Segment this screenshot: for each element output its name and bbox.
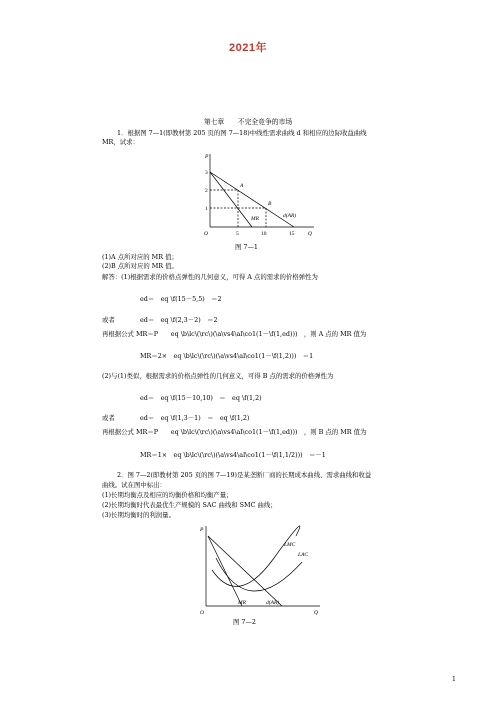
q1-formula2: 再根据公式 MR＝P eq \b\lc\(\rc\)(\a\vs4\al\co1(1－\f(1,ed))) ，则 B 点的 MR 值为 <box>102 428 367 436</box>
fig1-demand-label: d(AR) <box>283 213 297 219</box>
fig2-origin-label: O <box>200 610 204 616</box>
chapter-title: 第七章 不完全竞争的市场 <box>203 118 293 126</box>
q2-sub2: (2)长期均衡时代表最优生产规模的 SAC 曲线和 SMC 曲线； <box>102 501 277 509</box>
fig1-mr-label: MR <box>251 216 259 222</box>
q1-mr-a: MR＝2× eq \b\lc\(\rc\)(\a\vs4\al\co1(1－\f(1,2))) ＝1 <box>140 352 314 360</box>
fig1-q-label: Q <box>308 231 312 237</box>
q1-answer-part2: (2)与(1)类似，根据需求的价格点弹性的几何意义，可得 B 点的需求的价格弹性为 <box>102 372 334 380</box>
figure-7-1 <box>200 150 320 242</box>
q1-eq3: ed＝ eq \f(15－10,10) ＝ eq \f(1,2) <box>140 394 262 402</box>
fig1-x-tick-10: 10 <box>261 231 267 237</box>
fig1-y-tick-2: 2 <box>205 188 208 194</box>
q2-intro-line2: 曲线。试在图中标出： <box>102 481 166 489</box>
fig1-point-b-label: B <box>268 201 272 207</box>
fig1-origin-label: O <box>204 231 208 237</box>
fig2-demand-label: d(AR) <box>266 600 280 606</box>
fig1-y-tick-1: 1 <box>205 206 208 212</box>
fig2-lmc-curve <box>212 526 300 586</box>
q2-sub1: (1)长期均衡点及相应的均衡价格和均衡产量； <box>102 491 233 499</box>
fig1-y-tick-3: 3 <box>205 170 208 176</box>
q1-formula1: 再根据公式 MR＝P eq \b\lc\(\rc\)(\a\vs4\al\co1(1－\f(1,ed))) ，则 A 点的 MR 值为 <box>102 330 367 338</box>
q1-sub1: (1)A 点所对应的 MR 值； <box>102 253 178 261</box>
fig2-caption: 图 7—2 <box>233 618 256 626</box>
q1-sub2: (2)B 点所对应的 MR 值。 <box>102 262 178 270</box>
q1-intro-line2: MR，试求： <box>102 138 139 146</box>
fig1-mr-line <box>210 172 252 227</box>
q2-sub3: (3)长期均衡时的利润量。 <box>102 511 175 519</box>
fig2-lac-label: LAC <box>298 552 309 558</box>
q1-eq2: ed＝ eq \f(2,3－2) ＝2 <box>140 316 218 324</box>
page-header: 2021年 <box>229 42 267 54</box>
q1-eq1: ed＝ eq \f(15－5,5) ＝2 <box>140 295 222 303</box>
q1-mr-b: MR＝1× eq \b\lc\(\rc\)(\a\vs4\al\co1(1－\f(1,1/2))) ＝－1 <box>140 451 326 459</box>
fig2-p-label: P <box>200 527 204 533</box>
q2-intro-line1: 2．图 7—2(即教材第 205 页的图 7—19)是某垄断厂商的长期成本曲线、需求曲线和收益 <box>117 471 372 479</box>
q1-or1: 或者 <box>102 316 115 324</box>
fig2-q-label: Q <box>314 610 318 616</box>
fig2-mr-label: MR <box>238 600 246 606</box>
fig1-p-label: P <box>205 154 209 160</box>
figure-7-2 <box>196 522 328 617</box>
fig1-point-a-label: A <box>240 183 244 189</box>
page-number: 1 <box>452 676 456 683</box>
fig1-caption: 图 7—1 <box>235 243 258 251</box>
q1-answer-part1: 解答：(1)根据需求的价格点弹性的几何意义，可得 A 点的需求的价格弹性为 <box>102 273 318 281</box>
fig2-demand-curve <box>208 536 282 606</box>
fig2-lmc-label: LMC <box>284 542 296 548</box>
q1-intro-line1: 1．根据图 7—1(即教材第 205 页的图 7—18)中线性需求曲线 d 和相应的边际收益曲线 <box>117 129 367 137</box>
fig1-x-tick-15: 15 <box>289 231 295 237</box>
q1-or2: 或者 <box>102 414 115 422</box>
fig2-lac-curve <box>216 558 302 591</box>
q1-eq4: ed＝ eq \f(1,3－1) ＝ eq \f(1,2) <box>140 414 250 422</box>
fig1-x-tick-5: 5 <box>236 231 239 237</box>
